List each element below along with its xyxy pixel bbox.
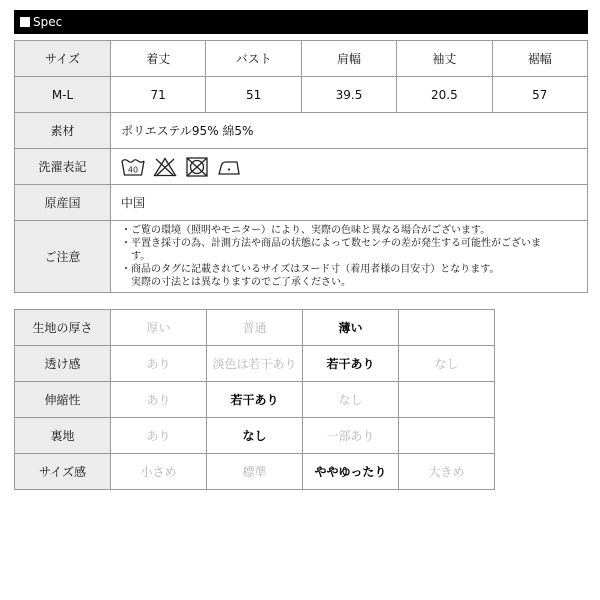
sleeve-value: 20.5 <box>397 77 492 113</box>
wash-tub-40-icon <box>121 157 145 177</box>
hem-value: 57 <box>492 77 587 113</box>
feel-option: あり <box>111 382 207 418</box>
column-header-length: 着丈 <box>111 41 206 77</box>
feel-option <box>399 382 495 418</box>
notes-row <box>15 221 588 293</box>
column-header-sleeve: 袖丈 <box>397 41 492 77</box>
feel-option: 薄い <box>303 310 399 346</box>
feel-label: 裏地 <box>15 418 111 454</box>
feel-option: なし <box>207 418 303 454</box>
notes-text <box>111 221 588 293</box>
note-line: ・平置き採寸の為、計測方法や商品の状態によって数センチの差が発生する可能性がございま <box>121 238 541 249</box>
note-line: す。 <box>121 251 151 262</box>
feel-row-lining <box>15 418 495 454</box>
size-row <box>15 77 588 113</box>
origin-label: 原産国 <box>15 185 111 221</box>
feel-option: あり <box>111 418 207 454</box>
column-header-bust: バスト <box>206 41 301 77</box>
length-value: 71 <box>111 77 206 113</box>
notes-label: ご注意 <box>15 221 111 293</box>
note-line: ・商品のタグに記載されているサイズはヌード寸（着用者様の目安寸）となります。 <box>121 264 500 275</box>
no-tumble-dry-icon <box>185 157 209 177</box>
size-value: M-L <box>15 77 111 113</box>
washing-row <box>15 149 588 185</box>
feel-option: 標準 <box>207 454 303 490</box>
origin-value: 中国 <box>111 185 588 221</box>
feel-label: サイズ感 <box>15 454 111 490</box>
feel-option: ややゆったり <box>303 454 399 490</box>
wash-tub-temp-text: 40 <box>127 165 139 174</box>
column-header-shoulder: 肩幅 <box>301 41 396 77</box>
spec-table <box>14 40 588 293</box>
feel-option: なし <box>399 346 495 382</box>
feel-option: 小さめ <box>111 454 207 490</box>
feel-row-sheerness <box>15 346 495 382</box>
feel-option: 厚い <box>111 310 207 346</box>
feel-option: 若干あり <box>303 346 399 382</box>
feel-label: 透け感 <box>15 346 111 382</box>
feel-option: 淡色は若干あり <box>207 346 303 382</box>
material-value: ポリエステル95% 綿5% <box>111 113 588 149</box>
material-label: 素材 <box>15 113 111 149</box>
spec-header-bar <box>14 10 588 34</box>
feel-option: 大きめ <box>399 454 495 490</box>
feel-label: 生地の厚さ <box>15 310 111 346</box>
column-header-hem: 裾幅 <box>492 41 587 77</box>
note-line: ・ご覧の環境（照明やモニター）により、実際の色味と異なる場合がございます。 <box>121 225 491 236</box>
header-square-icon <box>20 17 30 27</box>
washing-label: 洗濯表記 <box>15 149 111 185</box>
feel-option: なし <box>303 382 399 418</box>
feel-option <box>399 418 495 454</box>
feel-label: 伸縮性 <box>15 382 111 418</box>
spec-header-row <box>15 41 588 77</box>
washing-icons-cell <box>111 149 588 185</box>
spec-header-title: Spec <box>33 15 63 29</box>
feel-option <box>399 310 495 346</box>
feel-row-stretch <box>15 382 495 418</box>
no-bleach-icon <box>153 157 177 177</box>
feel-option: あり <box>111 346 207 382</box>
column-header-size: サイズ <box>15 41 111 77</box>
material-row <box>15 113 588 149</box>
note-line: 実際の寸法とは異なりますのでご了承ください。 <box>121 277 351 288</box>
bust-value: 51 <box>206 77 301 113</box>
feel-row-fit <box>15 454 495 490</box>
origin-row <box>15 185 588 221</box>
iron-low-icon <box>217 157 243 177</box>
feel-option: 若干あり <box>207 382 303 418</box>
feel-row-thickness <box>15 310 495 346</box>
shoulder-value: 39.5 <box>301 77 396 113</box>
feel-option: 一部あり <box>303 418 399 454</box>
fabric-feel-table <box>14 309 495 490</box>
feel-option: 普通 <box>207 310 303 346</box>
